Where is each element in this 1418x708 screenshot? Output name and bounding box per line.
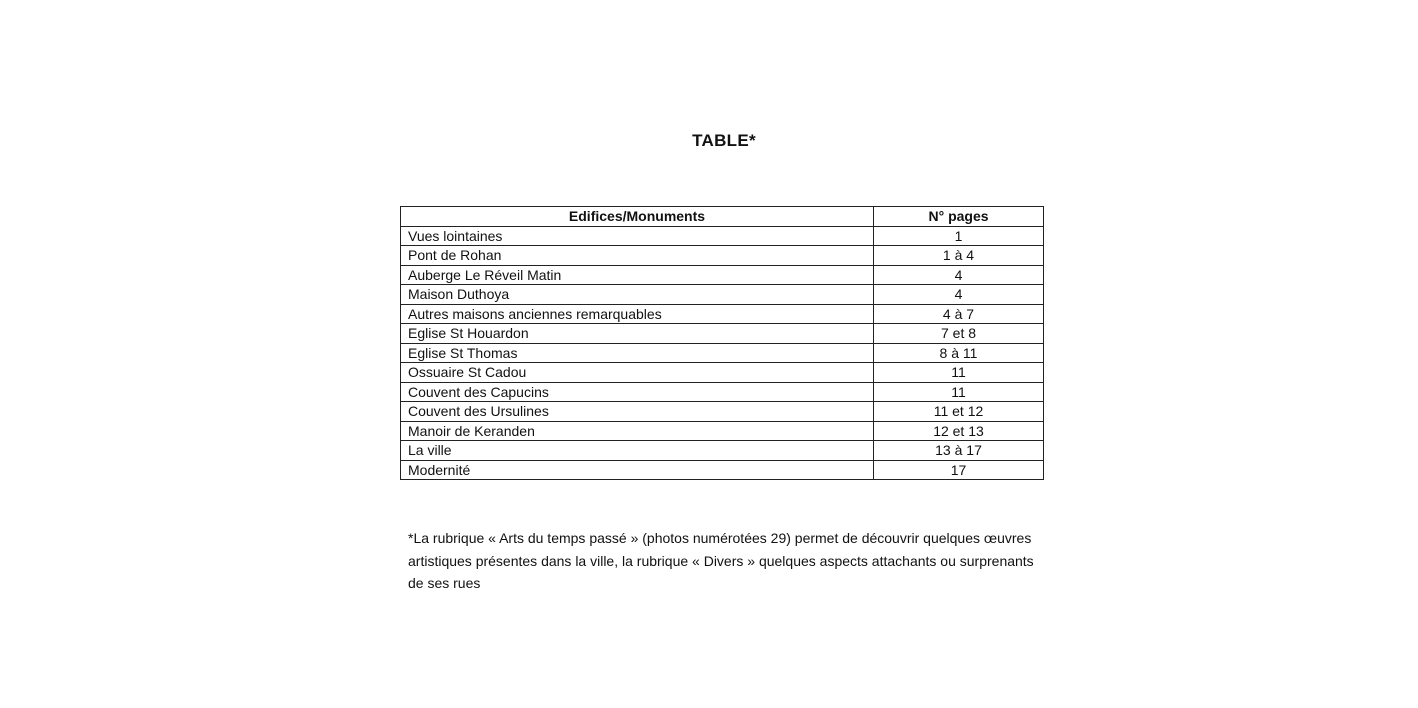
table-row <box>401 363 1044 383</box>
page-numbers: 12 et 13 <box>874 421 1044 441</box>
monument-name: Ossuaire St Cadou <box>401 363 874 383</box>
monument-name: Manoir de Keranden <box>401 421 874 441</box>
page-numbers: 4 <box>874 265 1044 285</box>
column-header-monuments: Edifices/Monuments <box>401 207 874 227</box>
table-row <box>401 382 1044 402</box>
table-row <box>401 324 1044 344</box>
table-row <box>401 441 1044 461</box>
table-row <box>401 402 1044 422</box>
monument-name: Pont de Rohan <box>401 246 874 266</box>
monument-name: La ville <box>401 441 874 461</box>
table-row <box>401 285 1044 305</box>
monument-name: Auberge Le Réveil Matin <box>401 265 874 285</box>
monument-name: Eglise St Houardon <box>401 324 874 344</box>
table-row <box>401 421 1044 441</box>
page-numbers: 11 et 12 <box>874 402 1044 422</box>
footnote: *La rubrique « Arts du temps passé » (photos numérotées 29) permet de découvrir quelques œuvres artistiques présentes dans la ville, la rubrique « Divers » quelques aspects attachants ou surprenants de ses rues <box>408 530 1034 591</box>
page-numbers: 8 à 11 <box>874 343 1044 363</box>
monument-name: Vues lointaines <box>401 226 874 246</box>
page-numbers: 7 et 8 <box>874 324 1044 344</box>
contents-table <box>400 206 1044 480</box>
monument-name: Modernité <box>401 460 874 480</box>
monument-name: Couvent des Capucins <box>401 382 874 402</box>
monument-name: Autres maisons anciennes remarquables <box>401 304 874 324</box>
page-numbers: 13 à 17 <box>874 441 1044 461</box>
monument-name: Eglise St Thomas <box>401 343 874 363</box>
table-row <box>401 460 1044 480</box>
page-numbers: 1 <box>874 226 1044 246</box>
page-numbers: 11 <box>874 363 1044 383</box>
monument-name: Couvent des Ursulines <box>401 402 874 422</box>
table-row <box>401 246 1044 266</box>
table-row <box>401 304 1044 324</box>
table-row <box>401 226 1044 246</box>
page-numbers: 17 <box>874 460 1044 480</box>
table-row <box>401 265 1044 285</box>
page-title: TABLE* <box>692 131 756 150</box>
page-numbers: 1 à 4 <box>874 246 1044 266</box>
page-numbers: 4 <box>874 285 1044 305</box>
table-header-row <box>401 207 1044 227</box>
monument-name: Maison Duthoya <box>401 285 874 305</box>
table-row <box>401 343 1044 363</box>
page-numbers: 11 <box>874 382 1044 402</box>
page-numbers: 4 à 7 <box>874 304 1044 324</box>
column-header-pages: N° pages <box>874 207 1044 227</box>
